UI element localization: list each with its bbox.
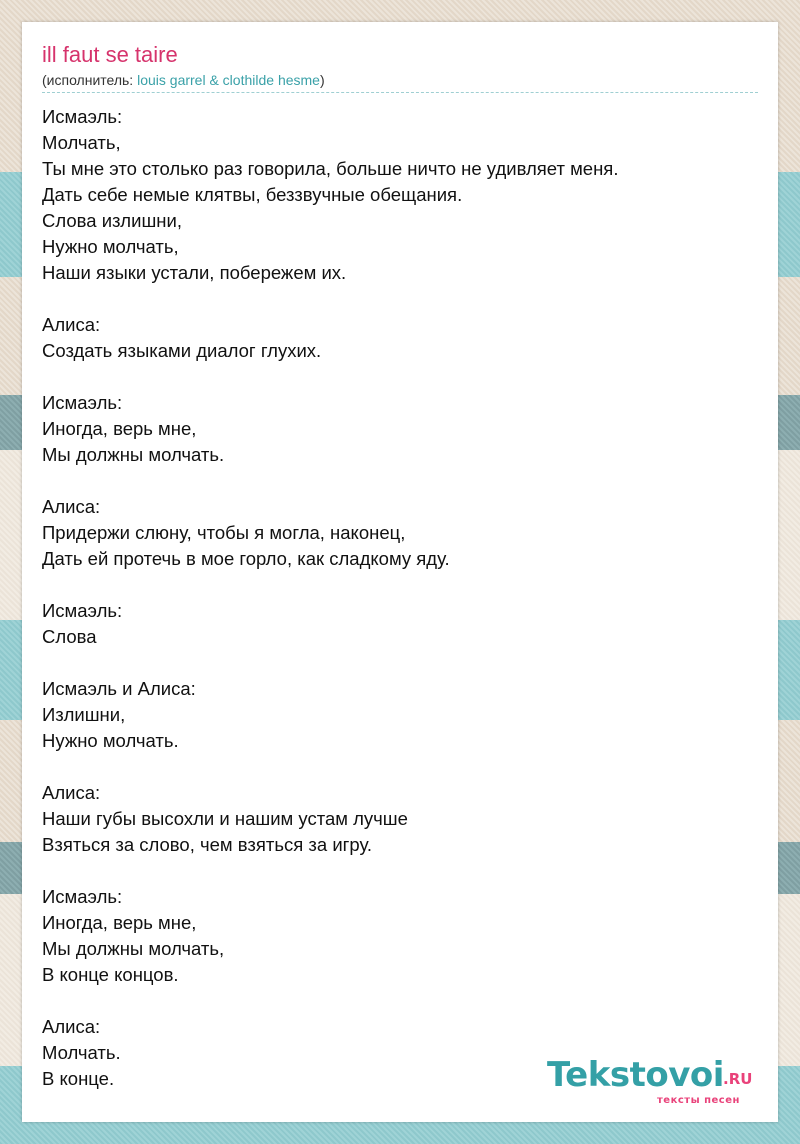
lyric-line: Мы должны молчать. [42,444,225,465]
lyric-line: Взяться за слово, чем взяться за игру. [42,834,373,855]
lyric-line: Мы должны молчать, [42,938,225,959]
lyric-line: Молчать. [42,1042,121,1063]
speaker-label: Алиса: [42,1016,101,1037]
speaker-label: Алиса: [42,496,101,517]
artist-prefix: (исполнитель: [42,72,138,88]
header-divider [42,92,758,93]
lyric-line: Слова [42,626,97,647]
speaker-label: Исмаэль: [42,886,123,907]
speaker-label: Исмаэль: [42,106,123,127]
lyric-line: Дать себе немые клятвы, беззвучные обещания. [42,184,463,205]
lyric-line: Нужно молчать, [42,236,179,257]
speaker-label: Алиса: [42,314,101,335]
lyric-line: Ты мне это столько раз говорила, больше ничто не удивляет меня. [42,158,619,179]
site-logo[interactable] [547,1055,777,1115]
lyrics-stanza [42,494,758,572]
lyric-line: Иногда, верь мне, [42,418,197,439]
lyric-line: В конце. [42,1068,115,1089]
artist-suffix: ) [319,72,325,88]
lyrics-card [22,22,778,1122]
lyrics-stanza [42,312,758,364]
lyrics-body [42,104,758,1118]
logo-tld: .RU [723,1070,753,1088]
lyric-line: Иногда, верь мне, [42,912,197,933]
speaker-label: Алиса: [42,782,101,803]
lyrics-stanza [42,598,758,650]
lyric-line: Наши языки устали, побережем их. [42,262,347,283]
lyric-line: Молчать, [42,132,121,153]
logo-tagline: тексты песен [657,1095,740,1106]
lyric-line: Дать ей протечь в мое горло, как сладкому яду. [42,548,450,569]
speaker-label: Исмаэль: [42,392,123,413]
lyric-line: Наши губы высохли и нашим устам лучше [42,808,408,829]
speaker-label: Исмаэль: [42,600,123,621]
lyric-line: Слова излишни, [42,210,182,231]
artist-byline [42,72,325,88]
lyrics-stanza [42,676,758,754]
lyric-line: В конце концов. [42,964,179,985]
lyric-line: Излишни, [42,704,126,725]
lyric-line: Нужно молчать. [42,730,179,751]
song-title: ill faut se taire [42,42,178,67]
artist-link[interactable]: louis garrel & clothilde hesme [137,72,320,88]
lyrics-stanza [42,780,758,858]
lyrics-stanza [42,884,758,988]
lyric-line: Придержи слюну, чтобы я могла, наконец, [42,522,406,543]
lyric-line: Создать языками диалог глухих. [42,340,322,361]
speaker-label: Исмаэль и Алиса: [42,678,196,699]
lyrics-stanza [42,390,758,468]
lyrics-stanza [42,104,758,286]
logo-wordmark: Tekstovoi [547,1055,724,1095]
